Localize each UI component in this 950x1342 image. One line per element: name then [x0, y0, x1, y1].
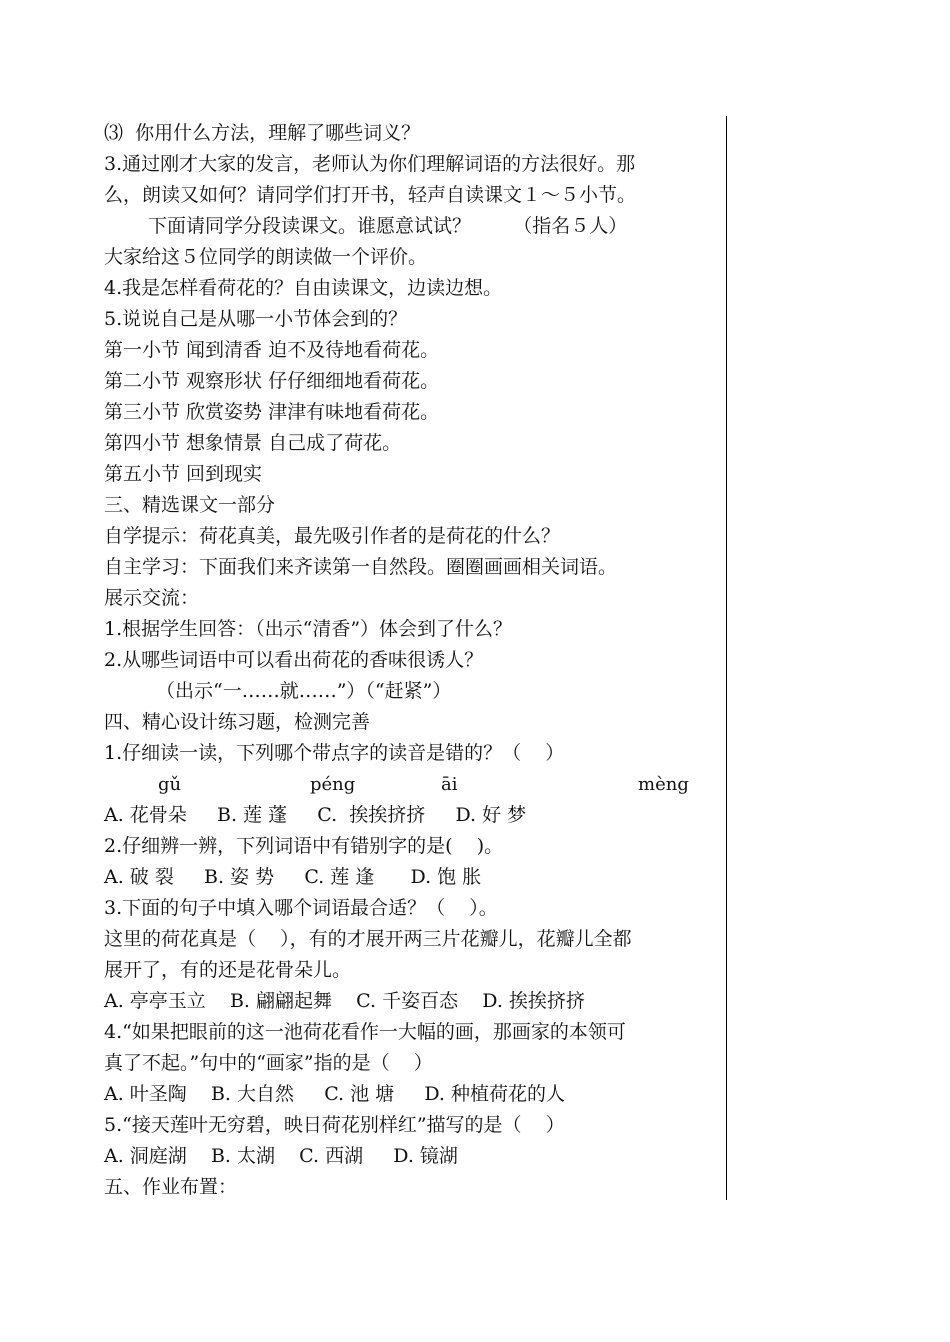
- exercise-3-question: 3.下面的句子中填入哪个词语最合适？（ ）。: [104, 897, 498, 919]
- heading-part-5: 五、作业布置：: [104, 1176, 238, 1198]
- step-4: 4.我是怎样看荷花的？自由读课文，边读边想。: [104, 277, 503, 299]
- exercise-1-pinyin-row: [104, 769, 720, 800]
- pinyin-a: gǔ: [158, 774, 182, 795]
- pinyin-d: mèng: [638, 774, 689, 795]
- exercise-1-options: A. 花骨朵 B. 莲 蓬 C. 挨挨挤挤 D. 好 梦: [104, 804, 527, 826]
- pinyin-c: āi: [441, 774, 458, 795]
- section-5: 第五小节 回到现实: [104, 463, 263, 485]
- exercise-5-question: 5.“接天莲叶无穷碧，映日荷花别样红”描写的是（ ）: [104, 1114, 565, 1136]
- exercise-3-sentence-1: 这里的荷花真是（ ），有的才展开两三片花瓣儿，花瓣儿全都: [104, 928, 632, 950]
- exercise-5-options: A. 洞庭湖 B. 太湖 C. 西湖 D. 镜湖: [104, 1145, 458, 1167]
- exercise-2-question: 2.仔细辨一辨，下列词语中有错别字的是( )。: [104, 835, 504, 857]
- presentation-item-1: 1.根据学生回答：（出示“清香”）体会到了什么？: [104, 618, 513, 640]
- exercise-4-options: A. 叶圣陶 B. 大自然 C. 池 塘 D. 种植荷花的人: [104, 1083, 566, 1105]
- step-3-line-3: 下面请同学分段读课文。谁愿意试试？ （指名５人）: [148, 215, 628, 237]
- question-3-method: ⑶ 你用什么方法，理解了哪些词义？: [104, 122, 421, 144]
- self-study: 自主学习：下面我们来齐读第一自然段。圈圈画画相关词语。: [104, 556, 618, 578]
- presentation-item-2-note: （出示“一……就……”）（“赶紧”）: [156, 680, 452, 702]
- section-1: 第一小节 闻到清香 迫不及待地看荷花。: [104, 339, 440, 361]
- pinyin-b: péng: [310, 774, 356, 795]
- self-study-hint: 自学提示：荷花真美，最先吸引作者的是荷花的什么？: [104, 525, 561, 547]
- presentation-item-2: 2.从哪些词语中可以看出荷花的香味很诱人？: [104, 649, 484, 671]
- heading-part-3: 三、精选课文一部分: [104, 494, 276, 516]
- section-3: 第三小节 欣赏姿势 津津有味地看荷花。: [104, 401, 440, 423]
- presentation-heading: 展示交流：: [104, 587, 200, 609]
- lesson-content: [104, 118, 720, 1203]
- table-border-line: [726, 116, 727, 1200]
- step-5: 5.说说自己是从哪一小节体会到的？: [104, 308, 408, 330]
- exercise-3-sentence-2: 展开了，有的还是花骨朵儿。: [104, 959, 352, 981]
- exercise-4-question-2: 真了不起。”句中的“画家”指的是（ ）: [104, 1052, 433, 1074]
- exercise-3-options: A. 亭亭玉立 B. 翩翩起舞 C. 千姿百态 D. 挨挨挤挤: [104, 990, 585, 1012]
- exercise-2-options: A. 破 裂 B. 姿 势 C. 莲 逢 D. 饱 胀: [104, 866, 482, 888]
- exercise-1-question: 1.仔细读一读，下列哪个带点字的读音是错的？（ ）: [104, 742, 565, 764]
- section-4: 第四小节 想象情景 自己成了荷花。: [104, 432, 402, 454]
- heading-part-4: 四、精心设计练习题，检测完善: [104, 711, 371, 733]
- exercise-4-question-1: 4.“如果把眼前的这一池荷花看作一大幅的画，那画家的本领可: [104, 1021, 626, 1043]
- step-3-line-2: 么，朗读又如何？请同学们打开书，轻声自读课文１～５小节。: [104, 184, 637, 206]
- step-3-line-1: 3.通过刚才大家的发言，老师认为你们理解词语的方法很好。那: [104, 153, 636, 175]
- step-3-line-4: 大家给这５位同学的朗读做一个评价。: [104, 246, 428, 268]
- section-2: 第二小节 观察形状 仔仔细细地看荷花。: [104, 370, 440, 392]
